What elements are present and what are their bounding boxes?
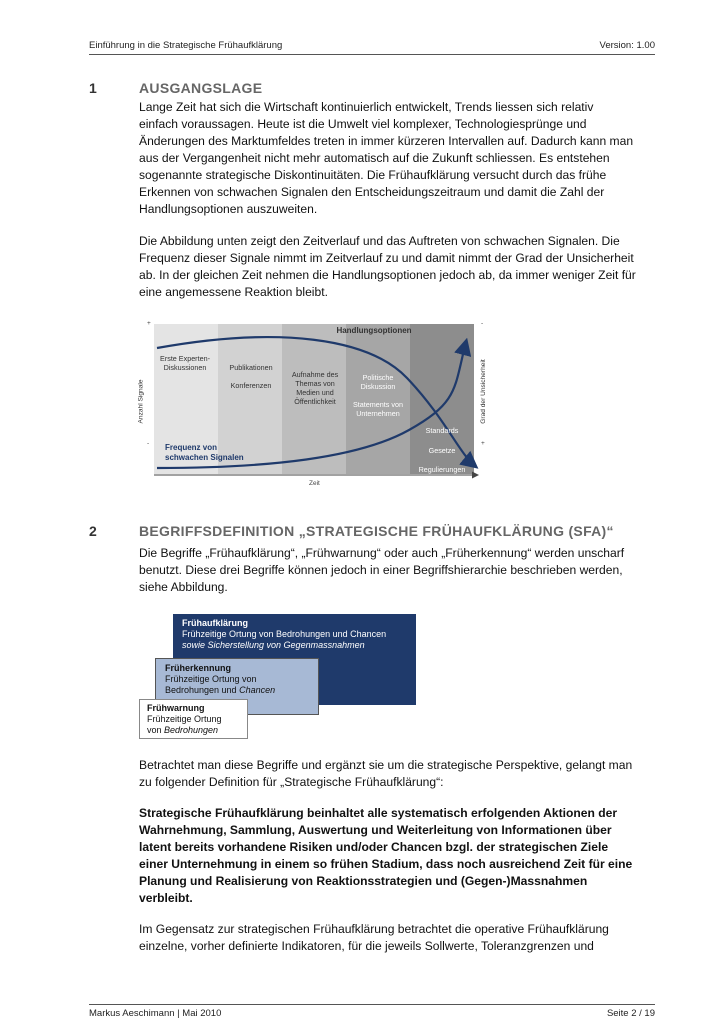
fruehaufklaerung-text: Frühaufklärung Frühzeitige Ortung von Bedrohungen und Chancen sowie Sicherstellung von Gegenmassnahmen [182, 618, 387, 650]
y-axis-right-label: Grad der Unsicherheit [479, 359, 487, 424]
text-line: sogenannte strategische Diskontinuitäten. Die Frühaufklärung versucht durch das frühe [139, 168, 607, 182]
text-line: Änderungen des Marktumfeldes treten in immer kürzeren Intervallen auf. Dadurch kann man [139, 134, 634, 148]
y-axis-left-label: Anzahl Signale [137, 379, 145, 424]
handlungsoptionen-label: Handlungsoptionen [336, 326, 412, 335]
footer-page-number: Seite 2 / 19 [606, 1008, 655, 1019]
text-line: einer Unternehmung in einem so frühen Stadium, dass noch ausreichend Zeit für eine [139, 857, 633, 871]
text-line: verbleibt. [139, 891, 193, 905]
label-experten-diskussionen: Erste Experten- Diskussionen [160, 354, 210, 372]
plus-right: + [481, 440, 485, 447]
label-publikationen: Publikationen [229, 363, 273, 372]
fruehwarnung-box [139, 699, 248, 739]
text-line: aus der Vergangenheit nicht mehr automatisch auf die Zukunft schliessen. Es entstehen [139, 151, 610, 165]
minus-left: - [147, 440, 150, 447]
text-line: Strategische Frühaufklärung beinhaltet alle systematisch erfolgenden Aktionen der [139, 806, 618, 820]
text-line: latent bereits vorhandene Risiken und/oder Chancen bzgl. der strategischen Ziele [139, 840, 609, 854]
text-line: benutzt. Diese drei Begriffe können jedoch in einer Begriffshierarchie beschrieben werden, [139, 563, 623, 577]
text-line: siehe Abbildung. [139, 580, 228, 594]
label-standards: Standards [425, 426, 459, 435]
text-line: zu folgender Definition für „Strategische Frühaufklärung“: [139, 775, 444, 789]
text-line: ab. In der gleichen Zeit nehmen die Handlungsoptionen jedoch ab, da immer weniger Zeit für [139, 268, 636, 282]
text-line: Handlungsoptionen auszuweiten. [139, 202, 318, 216]
page-footer [89, 1004, 655, 1019]
text-line: einfach voraussagen. Heute ist die Umwelt viel komplexer, Technologiesprünge und [139, 117, 587, 131]
plus-left: + [147, 320, 151, 327]
section-1-paragraph-1 [139, 99, 659, 218]
sfa-definition [139, 805, 659, 907]
label-regulierungen: Regulierungen [418, 465, 466, 474]
text-line: Betrachtet man diese Begriffe und ergänzt sie um die strategische Perspektive, gelangt man [139, 758, 633, 772]
frequenz-label: Frequenz von schwachen Signalen [165, 443, 244, 462]
section-2-title: BEGRIFFSDEFINITION „STRATEGISCHE FRÜHAUFKLÄRUNG (SFA)“ [139, 523, 614, 539]
section-2-after [139, 757, 659, 791]
footer-author: Markus Aeschimann | Mai 2010 [89, 1008, 222, 1019]
header-version: Version: 1.00 [599, 40, 655, 51]
frueherkennung-text: Früherkennung Frühzeitige Ortung von Bedrohungen und Chancen [165, 663, 276, 695]
text-line: Lange Zeit hat sich die Wirtschaft kontinuierlich entwickelt, Trends liessen sich relativ [139, 100, 594, 114]
header-title: Einführung in die Strategische Frühaufklärung [89, 40, 283, 51]
section-2-intro [139, 545, 659, 596]
label-politische-diskussion: Politische Diskussion [360, 373, 396, 391]
text-line: eine angemessene Reaktion bleibt. [139, 285, 328, 299]
minus-right: - [481, 320, 484, 327]
text-line: Wahrnehmung, Sammlung, Auswertung und Weiterleitung von Informationen über [139, 823, 612, 837]
text-line: Erkennen von schwachen Signalen den Entscheidungszeitraum und damit die Zahl der [139, 185, 605, 199]
text-line: Die Abbildung unten zeigt den Zeitverlauf und das Auftreten von schwachen Signalen. Die [139, 234, 620, 248]
label-statements: Statements von Unternehmen [353, 400, 403, 418]
section-1-title: AUSGANGSLAGE [139, 80, 263, 96]
section-1-number: 1 [89, 80, 97, 96]
label-gesetze: Gesetze [428, 446, 456, 455]
text-line: Im Gegensatz zur strategischen Frühaufklärung betrachtet die operative Frühaufklärung [139, 922, 609, 936]
x-axis-label: Zeit [309, 480, 320, 487]
text-line: Die Begriffe „Frühaufklärung“, „Frühwarnung“ oder auch „Früherkennung“ werden unscharf [139, 546, 625, 560]
text-line: einzelne, vorher definierte Indikatoren, für die jeweils Sollwerte, Toleranzgrenzen und [139, 939, 594, 953]
text-line: Planung und Realisierung von Reaktionsstrategien und (Gegen-)Massnahmen [139, 874, 588, 888]
fruehwarnung-text: Frühwarnung Frühzeitige Ortung von Bedrohungen [147, 703, 222, 735]
page-header [89, 40, 655, 55]
section-1-paragraph-2 [139, 233, 659, 301]
signals-figure [139, 318, 502, 490]
text-line: Frequenz dieser Signale nimmt im Zeitverlauf zu und damit nimmt der Grad der Unsicherheit [139, 251, 634, 265]
section-2-number: 2 [89, 523, 97, 539]
label-konferenzen: Konferenzen [230, 381, 272, 390]
section-2-last [139, 921, 659, 955]
label-medien: Aufnahme des Themas von Medien und Öffentlichkeit [291, 370, 339, 406]
